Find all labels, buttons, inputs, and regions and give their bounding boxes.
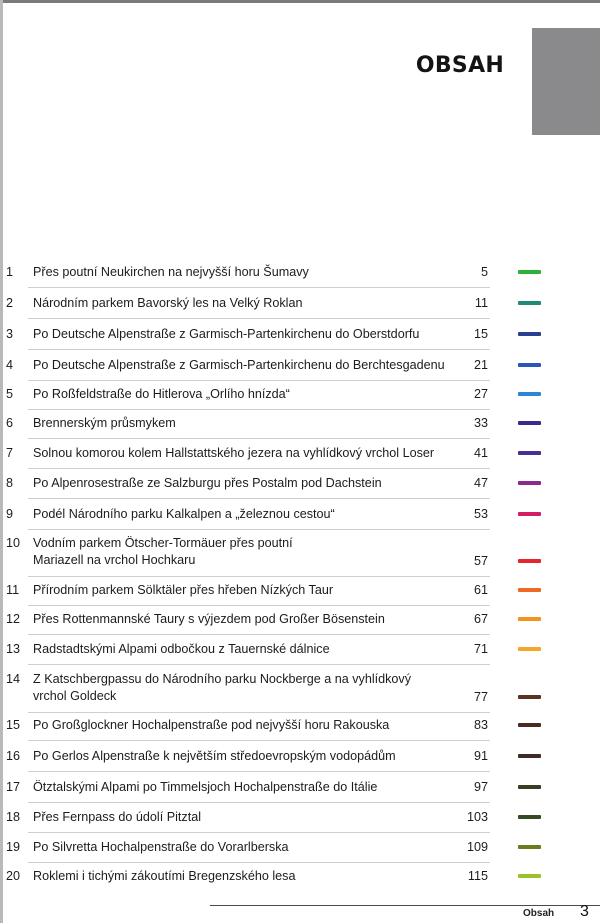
toc-entry-title <box>33 748 463 765</box>
toc-entry-number: 8 <box>6 476 14 490</box>
toc-entry-number: 17 <box>6 780 21 794</box>
toc-entry-page-number: 61 <box>473 583 488 597</box>
toc-entry-number: 20 <box>6 869 21 883</box>
toc-entry-number: 2 <box>6 296 14 310</box>
toc-separator <box>28 287 490 288</box>
toc-entry-number: 4 <box>6 358 14 372</box>
toc-entry-title-line: Solnou komorou kolem Hallstattského jezera na vyhlídkový vrchol Loser <box>33 446 435 460</box>
toc-entry-color-bar <box>518 270 541 274</box>
toc-entry-title-line: Přes Rottenmannské Taury s výjezdem pod Großer Bösenstein <box>33 612 385 626</box>
toc-entry-title-line: Ötztalskými Alpami po Timmelsjoch Hochalpenstraße do Itálie <box>33 780 378 794</box>
toc-separator <box>28 468 490 469</box>
toc-entry-title <box>33 445 463 462</box>
toc-entry-page-number: 53 <box>473 507 488 521</box>
toc-entry-title <box>33 415 463 432</box>
toc-entry-title <box>33 386 463 403</box>
toc-entry-title <box>33 475 463 492</box>
toc-entry-title-line: Po Deutsche Alpenstraße z Garmisch-Partenkirchenu do Oberstdorfu <box>33 327 420 341</box>
toc-separator <box>28 409 490 410</box>
toc-entry-title-line: Po Roßfeldstraße do Hitlerova „Orlího hnízda“ <box>33 387 290 401</box>
toc-entry-page-number: 67 <box>473 612 488 626</box>
toc-separator <box>28 832 490 833</box>
footer-rule <box>210 905 600 906</box>
toc-entry-color-bar <box>518 332 541 336</box>
toc-separator <box>28 802 490 803</box>
toc-entry-title <box>33 295 463 312</box>
toc-entry-page-number: 91 <box>473 749 488 763</box>
toc-entry-1 <box>0 264 560 284</box>
toc-entry-number: 7 <box>6 446 14 460</box>
toc-entry-color-bar <box>518 301 541 305</box>
toc-entry-title <box>33 326 463 343</box>
toc-entry-page-number: 83 <box>473 718 488 732</box>
toc-entry-number: 3 <box>6 327 14 341</box>
toc-entry-title <box>33 671 463 705</box>
toc-entry-title <box>33 357 463 374</box>
toc-entry-title-line: vrchol Goldeck <box>33 689 117 703</box>
toc-entry-page-number: 103 <box>466 810 488 824</box>
toc-entry-page-number: 41 <box>473 446 488 460</box>
toc-entry-color-bar <box>518 451 541 455</box>
toc-entry-2 <box>0 295 560 315</box>
toc-entry-page-number: 11 <box>474 296 488 310</box>
toc-entry-color-bar <box>518 815 541 819</box>
toc-entry-title-line: Po Silvretta Hochalpenstraße do Vorarlberska <box>33 840 289 854</box>
toc-separator <box>28 664 490 665</box>
toc-entry-page-number: 33 <box>473 416 488 430</box>
toc-entry-color-bar <box>518 695 541 699</box>
toc-separator <box>28 576 490 577</box>
toc-entry-number: 18 <box>6 810 21 824</box>
toc-separator <box>28 438 490 439</box>
toc-entry-14 <box>0 671 560 711</box>
toc-entry-title-line: Po Großglockner Hochalpenstraße pod nejvyšší horu Rakouska <box>33 718 390 732</box>
toc-entry-number: 10 <box>6 536 21 550</box>
toc-entry-number: 16 <box>6 749 21 763</box>
page-title: OBSAH <box>415 53 505 78</box>
toc-entry-19 <box>0 839 560 859</box>
toc-entry-page-number: 115 <box>467 869 488 883</box>
toc-entry-page-number: 71 <box>473 642 488 656</box>
toc-entry-3 <box>0 326 560 346</box>
toc-entry-title <box>33 611 463 628</box>
toc-separator <box>28 498 490 499</box>
toc-entry-title-line: Po Gerlos Alpenstraße k největším středoevropským vodopádům <box>33 749 396 763</box>
toc-separator <box>28 529 490 530</box>
toc-entry-color-bar <box>518 845 541 849</box>
toc-entry-color-bar <box>518 559 541 563</box>
toc-entry-title <box>33 506 463 523</box>
toc-entry-number: 11 <box>6 583 20 597</box>
toc-entry-color-bar <box>518 392 541 396</box>
toc-entry-8 <box>0 475 560 495</box>
toc-entry-color-bar <box>518 754 541 758</box>
toc-entry-page-number: 97 <box>473 780 488 794</box>
toc-entry-title <box>33 264 463 281</box>
toc-entry-title-line: Přírodním parkem Sölktäler přes hřeben Nízkých Taur <box>33 583 334 597</box>
toc-entry-title-line: Brennerským průsmykem <box>33 416 176 430</box>
toc-entry-title-line: Radstadtskými Alpami odbočkou z Tauernské dálnice <box>33 642 330 656</box>
toc-entry-12 <box>0 611 560 631</box>
toc-entry-title <box>33 868 463 885</box>
toc-entry-title <box>33 717 463 734</box>
toc-entry-15 <box>0 717 560 737</box>
toc-entry-title <box>33 535 463 569</box>
toc-entry-color-bar <box>518 363 541 367</box>
toc-entry-title-line: Roklemi i tichými zákoutími Bregenzského lesa <box>33 869 296 883</box>
toc-separator <box>28 634 490 635</box>
toc-entry-10 <box>0 535 560 575</box>
toc-entry-number: 19 <box>6 840 21 854</box>
toc-entry-page-number: 27 <box>473 387 488 401</box>
toc-entry-page-number: 77 <box>473 690 488 704</box>
toc-entry-title-line: Přes poutní Neukirchen na nejvyšší horu Šumavy <box>33 265 309 279</box>
toc-entry-page-number: 109 <box>466 840 488 854</box>
toc-entry-title <box>33 582 463 599</box>
toc-entry-page-number: 15 <box>473 327 488 341</box>
toc-entry-color-bar <box>518 647 541 651</box>
toc-entry-6 <box>0 415 560 435</box>
toc-entry-9 <box>0 506 560 526</box>
toc-entry-number: 12 <box>6 612 21 626</box>
toc-entry-color-bar <box>518 588 541 592</box>
toc-entry-color-bar <box>518 785 541 789</box>
toc-entry-color-bar <box>518 617 541 621</box>
toc-entry-20 <box>0 868 560 888</box>
toc-entry-title-line: Po Deutsche Alpenstraße z Garmisch-Partenkirchenu do Berchtesgadenu <box>33 358 445 372</box>
toc-entry-title <box>33 779 463 796</box>
toc-separator <box>28 771 490 772</box>
toc-entry-title-line: Podél Národního parku Kalkalpen a „železnou cestou“ <box>33 507 335 521</box>
toc-entry-number: 14 <box>6 672 21 686</box>
toc-entry-17 <box>0 779 560 799</box>
toc-entry-11 <box>0 582 560 602</box>
toc-entry-16 <box>0 748 560 768</box>
toc-entry-7 <box>0 445 560 465</box>
toc-entry-number: 6 <box>6 416 14 430</box>
toc-entry-color-bar <box>518 512 541 516</box>
toc-separator <box>28 318 490 319</box>
toc-entry-title-line: Vodním parkem Ötscher-Tormäuer přes poutní <box>33 536 293 550</box>
toc-entry-color-bar <box>518 874 541 878</box>
toc-separator <box>28 712 490 713</box>
footer-section-label: Obsah <box>523 908 555 919</box>
toc-separator <box>28 349 490 350</box>
toc-separator <box>28 740 490 741</box>
toc-entry-number: 13 <box>6 642 21 656</box>
toc-entry-title-line: Přes Fernpass do údolí Pitztal <box>33 810 201 824</box>
toc-entry-page-number: 21 <box>473 358 488 372</box>
toc-separator <box>28 605 490 606</box>
toc-entry-number: 9 <box>6 507 14 521</box>
toc-entry-color-bar <box>518 421 541 425</box>
toc-entry-number: 15 <box>6 718 21 732</box>
toc-entry-page-number: 47 <box>473 476 488 490</box>
footer-page-number: 3 <box>580 903 589 920</box>
toc-separator <box>28 380 490 381</box>
toc-entry-5 <box>0 386 560 406</box>
toc-entry-13 <box>0 641 560 661</box>
toc-entry-color-bar <box>518 481 541 485</box>
toc-entry-title <box>33 641 463 658</box>
toc-entry-title <box>33 839 463 856</box>
toc-entry-number: 5 <box>6 387 14 401</box>
toc-entry-title-line: Národním parkem Bavorský les na Velký Roklan <box>33 296 303 310</box>
toc-entry-title-line: Mariazell na vrchol Hochkaru <box>33 553 196 567</box>
toc-entry-color-bar <box>518 723 541 727</box>
toc-entry-title-line: Po Alpenrosestraße ze Salzburgu přes Postalm pod Dachstein <box>33 476 382 490</box>
toc-entry-page-number: 5 <box>480 265 488 279</box>
toc-separator <box>28 862 490 863</box>
toc-entry-title <box>33 809 463 826</box>
toc-entry-number: 1 <box>6 265 14 279</box>
toc-entry-18 <box>0 809 560 829</box>
toc-entry-4 <box>0 357 560 377</box>
toc-entry-title-line: Z Katschbergpassu do Národního parku Nockberge a na vyhlídkový <box>33 672 412 686</box>
toc-entry-page-number: 57 <box>473 554 488 568</box>
